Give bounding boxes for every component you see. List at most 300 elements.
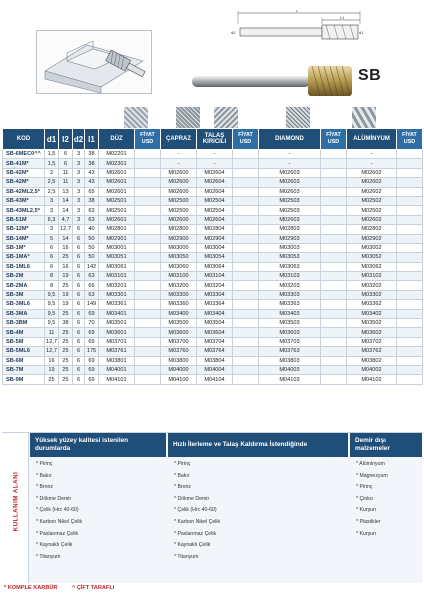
table-cell: 69 (85, 375, 99, 384)
table-cell (321, 243, 347, 252)
table-cell: M02301 (99, 159, 135, 168)
usage-side-text: KULLANIM ALANI (12, 471, 20, 532)
usage-list-item: * Bakır (174, 472, 190, 479)
usage-list-item: * Titanyum (36, 553, 61, 560)
table-cell: 142 (85, 262, 99, 271)
table-row (3, 272, 423, 281)
table-cell: - (259, 150, 321, 159)
usage-list-item: * Kaynaklı Çelik (174, 542, 211, 549)
table-cell: M03700 (161, 337, 197, 346)
duz-swatch (124, 107, 148, 129)
table-cell: 3 (73, 159, 85, 168)
table-cell: M02604 (197, 187, 233, 196)
row-code-cell: SB-3BM (3, 319, 45, 328)
table-cell (233, 300, 259, 309)
header-d2: d2 (73, 129, 85, 150)
table-cell: M02604 (197, 215, 233, 224)
table-row (3, 365, 423, 374)
row-code-cell: SB-42M* (3, 168, 45, 177)
table-cell (321, 234, 347, 243)
header-fiyat-2: FİYAT USD (233, 129, 259, 150)
table-cell (233, 225, 259, 234)
usage-list-item: * Pirinç (36, 461, 53, 467)
table-cell: 6,3 (45, 215, 59, 224)
table-cell (135, 375, 161, 384)
table-cell: M02502 (347, 196, 397, 205)
table-cell: M03000 (161, 243, 197, 252)
table-cell (397, 281, 423, 290)
table-cell: M02603 (259, 178, 321, 187)
table-cell: 25 (59, 309, 73, 318)
workpiece-sketch (36, 30, 152, 94)
table-cell (397, 187, 423, 196)
table-cell (135, 356, 161, 365)
table-cell: 25 (59, 281, 73, 290)
table-row (3, 225, 423, 234)
table-cell (135, 319, 161, 328)
table-cell: 9,5 (45, 300, 59, 309)
table-cell: M03004 (197, 243, 233, 252)
table-cell (233, 328, 259, 337)
table-cell: 6 (73, 234, 85, 243)
table-cell: M02601 (99, 168, 135, 177)
header-l2: l2 (59, 129, 73, 150)
table-cell (321, 159, 347, 168)
header-talas: TALAŞ KIRICILI (197, 129, 233, 150)
table-cell (321, 281, 347, 290)
table-cell (233, 234, 259, 243)
table-cell (321, 225, 347, 234)
table-cell: 3 (73, 206, 85, 215)
table-cell: 50 (85, 253, 99, 262)
table-cell (397, 196, 423, 205)
table-cell: 69 (85, 337, 99, 346)
table-cell (397, 234, 423, 243)
table-cell: 2 (45, 168, 59, 177)
table-cell (135, 187, 161, 196)
table-cell (321, 309, 347, 318)
table-cell (135, 272, 161, 281)
table-cell (135, 150, 161, 159)
table-cell (397, 337, 423, 346)
table-row (3, 196, 423, 205)
table-cell (397, 272, 423, 281)
table-cell: M03763 (259, 347, 321, 356)
table-cell: M03404 (197, 309, 233, 318)
table-cell: 69 (85, 328, 99, 337)
table-cell: 9,5 (45, 309, 59, 318)
row-code-cell: SB-6M (3, 356, 45, 365)
table-cell: 13 (59, 187, 73, 196)
table-cell (135, 243, 161, 252)
usage-list-item: * Karbon Nikel Çelik (174, 518, 221, 525)
usage-col2-title: Hızlı İlerleme ve Talaş Kaldırma İstendiğinde (168, 433, 348, 457)
table-cell: 14 (59, 206, 73, 215)
table-cell (233, 206, 259, 215)
table-cell (233, 281, 259, 290)
table-cell: 3 (73, 187, 85, 196)
row-code-cell: SB-1MA* (3, 253, 45, 262)
row-code-cell: SB-41M* (3, 159, 45, 168)
table-cell (233, 290, 259, 299)
table-cell: M03302 (347, 290, 397, 299)
table-cell: 69 (85, 356, 99, 365)
table-cell: M04000 (161, 365, 197, 374)
table-cell (321, 178, 347, 187)
table-row (3, 319, 423, 328)
table-cell: M02603 (259, 187, 321, 196)
product-code: SB (358, 67, 382, 84)
table-cell: 6 (73, 356, 85, 365)
table-cell: 6 (73, 262, 85, 271)
header-d1: d1 (45, 129, 59, 150)
row-code-cell: SB-9M (3, 375, 45, 384)
table-cell: - (347, 150, 397, 159)
table-cell: M03304 (197, 290, 233, 299)
table-cell: 11 (45, 328, 59, 337)
dimension-schematic (230, 10, 364, 44)
table-cell (135, 159, 161, 168)
table-cell (397, 262, 423, 271)
table-cell (321, 253, 347, 262)
table-cell: - (197, 150, 233, 159)
table-cell (135, 262, 161, 271)
row-code-cell: SB-14M* (3, 234, 45, 243)
table-cell: 50 (85, 243, 99, 252)
table-cell (397, 243, 423, 252)
table-cell: 38 (85, 159, 99, 168)
row-code-cell: SB-43ML2,5* (3, 206, 45, 215)
table-cell (397, 215, 423, 224)
table-cell: M02503 (259, 206, 321, 215)
header-aluminyum: ALÜMİNYUM (347, 129, 397, 150)
table-cell: 6 (73, 243, 85, 252)
table-cell: M03102 (347, 272, 397, 281)
diamond-swatch (286, 107, 310, 129)
table-cell: M04001 (99, 365, 135, 374)
usage-list-item: * Pirinç (356, 484, 373, 491)
table-cell: 11 (59, 178, 73, 187)
header-fiyat-3: FİYAT USD (321, 129, 347, 150)
table-cell: 6 (45, 253, 59, 262)
table-cell: M04104 (197, 375, 233, 384)
table-row (3, 168, 423, 177)
table-row (3, 290, 423, 299)
table-cell: M03804 (197, 356, 233, 365)
table-cell (397, 290, 423, 299)
table-cell (233, 159, 259, 168)
table-cell: 25 (59, 365, 73, 374)
table-cell: 50 (85, 234, 99, 243)
table-cell: 2,5 (45, 178, 59, 187)
table-cell: M02500 (161, 206, 197, 215)
table-cell: M04101 (99, 375, 135, 384)
usage-list-item: * Çelik (Hrc 40-60) (174, 507, 217, 514)
table-cell: M04102 (347, 375, 397, 384)
table-cell: M02600 (161, 187, 197, 196)
table-cell: 149 (85, 300, 99, 309)
table-cell: 25 (59, 347, 73, 356)
dim-d2: d2 (231, 30, 236, 35)
table-cell: M03303 (259, 290, 321, 299)
table-cell: M03300 (161, 290, 197, 299)
table-cell: M02503 (259, 196, 321, 205)
table-cell (135, 300, 161, 309)
table-cell (233, 262, 259, 271)
table-cell (135, 290, 161, 299)
table-cell: M04103 (259, 375, 321, 384)
table-cell (233, 168, 259, 177)
table-cell: M03803 (259, 356, 321, 365)
table-cell (321, 347, 347, 356)
table-cell (233, 187, 259, 196)
usage-list-item: * Alüminyum (356, 461, 385, 467)
table-cell (233, 365, 259, 374)
table-cell: 38 (85, 196, 99, 205)
table-cell: M02900 (161, 234, 197, 243)
table-cell: M03760 (161, 347, 197, 356)
table-cell (233, 243, 259, 252)
header-fiyat-4: FİYAT USD (397, 129, 423, 150)
table-cell: 69 (85, 365, 99, 374)
table-cell (321, 319, 347, 328)
table-cell: M02601 (99, 178, 135, 187)
table-cell: 19 (59, 272, 73, 281)
table-cell: 9,5 (45, 319, 59, 328)
table-cell: 63 (85, 272, 99, 281)
table-cell: 69 (85, 309, 99, 318)
table-cell: M03200 (161, 281, 197, 290)
table-cell (321, 290, 347, 299)
table-cell: 1,5 (45, 150, 59, 159)
table-cell: 70 (85, 319, 99, 328)
row-code-cell: SB-51M (3, 215, 45, 224)
usage-list-item: * Kaynaklı Çelik (36, 542, 73, 549)
table-cell: 5 (45, 234, 59, 243)
table-row (3, 234, 423, 243)
usage-col2-list (174, 459, 220, 563)
table-cell: M03062 (347, 262, 397, 271)
table-cell: M04004 (197, 365, 233, 374)
row-code-cell: SB-5ML6 (3, 347, 45, 356)
table-cell: M03402 (347, 309, 397, 318)
table-cell: M03363 (259, 300, 321, 309)
table-cell: M03104 (197, 272, 233, 281)
table-cell: M03001 (99, 243, 135, 252)
usage-list-item: * Dökme Demir (36, 495, 72, 502)
table-cell (233, 309, 259, 318)
table-cell: M03100 (161, 272, 197, 281)
table-cell: M03801 (99, 356, 135, 365)
table-cell: M03101 (99, 272, 135, 281)
table-cell: 25 (59, 375, 73, 384)
table-cell: M02803 (259, 225, 321, 234)
table-cell (397, 309, 423, 318)
row-code-cell: SB-1ML6 (3, 262, 45, 271)
table-cell: 16 (59, 262, 73, 271)
table-cell: M02603 (259, 215, 321, 224)
table-cell: 4,7 (59, 215, 73, 224)
table-cell: 25 (45, 375, 59, 384)
table-cell (321, 206, 347, 215)
table-cell: 6 (59, 150, 73, 159)
row-code-cell: SB-3M (3, 290, 45, 299)
table-cell: 3 (45, 225, 59, 234)
header-kod: KOD (3, 129, 45, 150)
table-cell (233, 150, 259, 159)
row-code-cell: SB-42ML2,5* (3, 187, 45, 196)
table-cell (321, 187, 347, 196)
table-row (3, 206, 423, 215)
table-cell (397, 159, 423, 168)
table-row (3, 215, 423, 224)
table-cell: M03600 (161, 328, 197, 337)
aluminyum-swatch (352, 107, 376, 129)
table-cell (135, 347, 161, 356)
table-cell: M02201 (99, 150, 135, 159)
table-cell: M03051 (99, 253, 135, 262)
table-cell: M03061 (99, 262, 135, 271)
product-photo (188, 62, 386, 100)
table-cell: M03501 (99, 319, 135, 328)
table-cell: M03762 (347, 347, 397, 356)
table-cell: 9,5 (45, 290, 59, 299)
table-cell: M03063 (259, 262, 321, 271)
dim-d1: d1 (359, 30, 364, 35)
table-cell: 38 (85, 150, 99, 159)
table-cell: M02504 (197, 196, 233, 205)
table-cell: 6 (73, 365, 85, 374)
footer-notes (2, 582, 422, 596)
table-cell: 6 (73, 309, 85, 318)
table-cell: 63 (85, 215, 99, 224)
table-header (3, 129, 423, 150)
table-row (3, 300, 423, 309)
usage-list-item: * Dökme Demir (174, 495, 210, 502)
table-cell: 3 (45, 206, 59, 215)
table-cell (397, 347, 423, 356)
table-cell: 6 (73, 347, 85, 356)
table-cell: 3 (73, 150, 85, 159)
table-cell: M04100 (161, 375, 197, 384)
table-row (3, 178, 423, 187)
table-cell: M02501 (99, 196, 135, 205)
table-cell: M03362 (347, 300, 397, 309)
table-cell: M03604 (197, 328, 233, 337)
table-cell: 6 (73, 319, 85, 328)
table-cell: M03504 (197, 319, 233, 328)
row-code-cell: SB-2MA (3, 281, 45, 290)
table-cell: M03003 (259, 243, 321, 252)
usage-col3-title: Demir dışı malzemeler (350, 433, 422, 457)
table-cell: M03800 (161, 356, 197, 365)
table-cell: M03702 (347, 337, 397, 346)
table-cell (321, 375, 347, 384)
table-cell: 1,5 (45, 159, 59, 168)
table-cell (321, 150, 347, 159)
table-cell: M03703 (259, 337, 321, 346)
table-cell: 6 (45, 243, 59, 252)
table-cell: - (197, 159, 233, 168)
table-row (3, 347, 423, 356)
row-code-cell: SB-2M (3, 272, 45, 281)
header-duz: DÜZ (99, 129, 135, 150)
table-cell: M02903 (259, 234, 321, 243)
row-code-cell: SB-5M (3, 337, 45, 346)
table-cell (233, 337, 259, 346)
table-cell: M03403 (259, 309, 321, 318)
table-cell: - (161, 159, 197, 168)
table-cell (233, 319, 259, 328)
table-cell (397, 150, 423, 159)
table-cell (321, 300, 347, 309)
table-cell: 19 (45, 365, 59, 374)
table-cell: 6 (73, 337, 85, 346)
table-row (3, 159, 423, 168)
usage-list-item: * Çelik (Hrc 40-60) (36, 507, 79, 514)
table-cell (397, 375, 423, 384)
usage-col1-title: Yüksek yüzey kalitesi istenilen durumlarda (30, 433, 166, 457)
usage-list-item: * Kurşun (356, 507, 376, 514)
table-cell: 63 (85, 290, 99, 299)
usage-list-item: * Bronz (174, 484, 192, 491)
table-cell: 6 (73, 253, 85, 262)
table-cell (135, 178, 161, 187)
table-cell: M03761 (99, 347, 135, 356)
table-cell: M02602 (347, 168, 397, 177)
table-cell: 8 (45, 281, 59, 290)
table-cell (397, 168, 423, 177)
table-cell: M02603 (259, 168, 321, 177)
table-cell: 6 (73, 225, 85, 234)
table-cell (397, 253, 423, 262)
usage-list-item: * Magnezyum (356, 472, 388, 479)
table-cell: M02602 (347, 178, 397, 187)
table-cell: 43 (85, 178, 99, 187)
table-cell: 2,5 (45, 187, 59, 196)
table-cell: M02904 (197, 234, 233, 243)
table-cell (135, 328, 161, 337)
table-cell (135, 281, 161, 290)
row-code-cell: SB-42M* (3, 178, 45, 187)
row-code-cell: SB-43M* (3, 196, 45, 205)
table-cell: 11 (59, 168, 73, 177)
table-cell (233, 215, 259, 224)
table-cell: M03802 (347, 356, 397, 365)
table-cell: M03701 (99, 337, 135, 346)
table-cell: M04002 (347, 365, 397, 374)
table-cell (135, 215, 161, 224)
table-cell (321, 272, 347, 281)
table-row (3, 243, 423, 252)
usage-list-item: * Çinko (356, 495, 373, 502)
table-cell: M02602 (347, 215, 397, 224)
row-code-cell: SB-3MA (3, 309, 45, 318)
table-cell: 38 (59, 319, 73, 328)
table-cell (321, 196, 347, 205)
table-cell: M04003 (259, 365, 321, 374)
table-cell: M03053 (259, 253, 321, 262)
table-cell (397, 365, 423, 374)
table-cell: M03502 (347, 319, 397, 328)
table-body (3, 150, 423, 385)
table-cell: M02604 (197, 168, 233, 177)
table-cell: M03360 (161, 300, 197, 309)
usage-list-item: * Bakır (36, 472, 52, 479)
row-code-cell: SB-3ML6 (3, 300, 45, 309)
usage-side-label (2, 433, 29, 583)
table-cell: 6 (73, 281, 85, 290)
